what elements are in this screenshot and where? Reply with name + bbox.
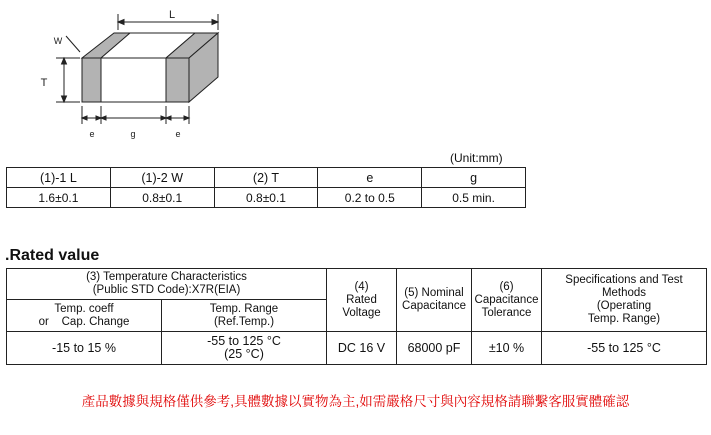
disclaimer-note: 產品數據與規格僅供參考,具體數據以實物為主,如需嚴格尺寸與內容規格請聯繫客服實體確認 [81,394,630,409]
chip-body-front [101,58,166,102]
terminal-left-front [82,58,101,102]
nominal-cap-line2: Capacitance [402,300,466,312]
dim-label-e-left: e [89,129,95,139]
nominal-capacitance-header [397,269,472,332]
value-temp-coeff: -15 to 15 % [7,332,162,365]
temp-coeff-line1: Temp. coeff [54,302,114,315]
temp-characteristics-header [7,269,327,300]
temp-char-line2: (Public STD Code):X7R(EIA) [92,284,241,296]
capacitance-tolerance-header [472,269,542,332]
temp-range-line2: (Ref.Temp.) [213,315,275,328]
value-operating-temp-range: -55 to 125 °C [542,332,707,365]
spec-line4: Temp. Range) [587,313,661,325]
rated-header-row-1 [7,269,707,300]
dim-label-T: T [40,77,48,89]
spec-line2: Methods [601,287,647,299]
spec-line3: (Operating [596,300,652,312]
dim-label-e-right: e [175,129,181,139]
rated-voltage-header [327,269,397,332]
value-g: 0.5 min. [422,188,526,208]
value-capacitance-tolerance: ±10 % [472,332,542,365]
header-e: e [318,168,422,188]
spec-test-methods-header [542,269,707,332]
value-nominal-capacitance: 68000 pF [397,332,472,365]
rated-voltage-line3: Voltage [342,306,381,319]
dimension-table [6,167,526,208]
cap-tol-line1: (6) [499,280,514,293]
value-temp-range-line1: -55 to 125 °C [207,334,281,348]
dim-label-g: g [130,129,136,139]
header-g: g [422,168,526,188]
header-length: (1)-1 L [7,168,111,188]
nominal-cap-line1: (5) Nominal [404,287,464,299]
value-width: 0.8±0.1 [110,188,214,208]
dim-label-L: L [168,9,176,21]
spec-line1: Specifications and Test [565,274,683,286]
cap-tol-line2: Capacitance [474,293,539,306]
rated-value-table [6,268,707,365]
value-rated-voltage: DC 16 V [327,332,397,365]
cap-tol-line3: Tolerance [481,306,532,319]
value-length: 1.6±0.1 [7,188,111,208]
value-e: 0.2 to 0.5 [318,188,422,208]
rated-value-heading: .Rated value [5,247,100,264]
header-thickness: (2) T [214,168,318,188]
temp-range-header [162,300,327,332]
dim-label-W: W [53,36,63,46]
temp-range-line1: Temp. Range [209,302,279,315]
value-thickness: 0.8±0.1 [214,188,318,208]
value-temp-range [162,332,327,365]
temp-coeff-line2: or Cap. Change [38,315,130,328]
temp-coeff-header [7,300,162,332]
rated-value-row [7,332,707,365]
value-temp-range-line2: (25 °C) [224,347,264,361]
header-width: (1)-2 W [110,168,214,188]
dimension-header-row [7,168,526,188]
dimension-value-row [7,188,526,208]
unit-label: (Unit:mm) [450,151,503,165]
rated-voltage-line2: Rated [346,293,377,306]
temp-char-line1: (3) Temperature Characteristics [86,271,247,283]
terminal-right-front [166,58,189,102]
capacitor-dimension-diagram [0,0,260,150]
rated-voltage-line1: (4) [354,280,369,293]
